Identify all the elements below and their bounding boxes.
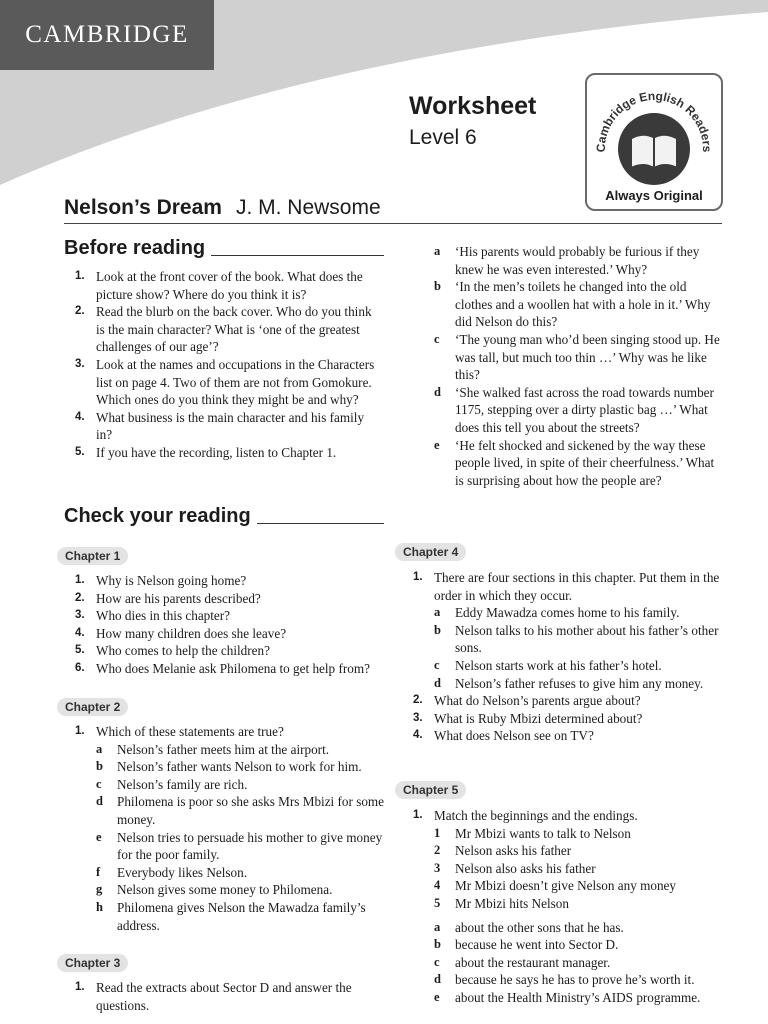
cambridge-logo: [0, 0, 214, 70]
list-item: 1. Look at the front cover of the book. What does the picture show? Where do you think it is?: [75, 269, 363, 302]
list-item: 2. How are his parents described?: [75, 590, 261, 606]
book-title: Nelson’s Dream: [64, 196, 222, 219]
cambridge-readers-badge: [585, 73, 723, 211]
heading-rule: [64, 223, 722, 224]
chapter-5-endings: [434, 919, 723, 1007]
list-item: a Eddy Mawadza comes home to his family.: [434, 605, 680, 621]
check-reading-heading: [64, 505, 384, 528]
list-item: c Nelson starts work at his father’s hotel.: [434, 657, 662, 673]
book-author: J. M. Newsome: [235, 196, 381, 219]
chapter-2-questions: [75, 723, 385, 934]
chapter-5-label: Chapter 5: [395, 781, 466, 799]
before-reading-heading: [64, 237, 384, 260]
list-item: 5. Who comes to help the children?: [75, 643, 270, 659]
list-item: 4. What does Nelson see on TV?: [413, 728, 594, 744]
list-item: a about the other sons that he has.: [434, 919, 624, 935]
list-item: g Nelson gives some money to Philomena.: [96, 882, 333, 898]
list-item: d ‘She walked fast across the road towards number 1175, stepping over a dirty plastic bag …’ What does this tell you about the streets?: [434, 384, 714, 435]
chapter-4-options: [434, 604, 723, 692]
check-reading-title: Check your reading: [64, 505, 251, 527]
list-item: b ‘In the men’s toilets he changed into the old clothes and a woollen hat with a hole in it.’ Why did Nelson do this?: [434, 279, 711, 330]
chapter-5-questions: [413, 807, 723, 1007]
list-item: 2 Nelson asks his father: [434, 843, 572, 859]
list-item: c about the restaurant manager.: [434, 954, 611, 970]
list-item: c Nelson’s family are rich.: [96, 776, 248, 792]
list-item: 1. Match the beginnings and the endings. 1 Mr Mbizi wants to talk to Nelson 2 Nelson asks his father 3 Nelson also asks his father 4 Mr Mbizi doesn’t give Nelson any money 5 Mr Mbizi hits Nelson a about the other sons that he has. b because he went into Sector D. c about the restaurant manager. d because he says he has to prove he’s worth it. e about the Health Ministry’s AIDS programme.: [413, 807, 723, 1007]
chapter-1-questions: [75, 572, 385, 678]
list-item: 4. How many children does she leave?: [75, 625, 287, 641]
list-item: c ‘The young man who’d been singing stood up. He was tall, but much too thin …’ Why was he like this?: [434, 331, 720, 383]
before-reading-list: [75, 268, 380, 462]
list-item: d because he says he has to prove he’s worth it.: [434, 972, 695, 988]
list-item: 1. Which of these statements are true? a Nelson’s father meets him at the airport. b Nelson’s father wants Nelson to work for him. c Nelson’s family are rich. d Philomena is poor so she asks Mrs Mbizi for some money. e Nelson tries to persuade his mother to give money for the poor family. f Everybody likes Nelson. g Nelson gives some money to Philomena. h Philomena gives Nelson the Mawadza family’s address.: [75, 724, 385, 933]
worksheet-level: Level 6: [409, 126, 477, 149]
chapter-3-label: Chapter 3: [57, 954, 128, 972]
list-item: 3. Who dies in this chapter?: [75, 608, 231, 624]
list-item: a Nelson’s father meets him at the airport.: [96, 741, 330, 757]
list-item: 1 Mr Mbizi wants to talk to Nelson: [434, 825, 631, 841]
list-item: 3 Nelson also asks his father: [434, 860, 596, 876]
list-item: b Nelson talks to his mother about his father’s other sons.: [434, 622, 719, 656]
list-item: f Everybody likes Nelson.: [96, 864, 248, 880]
before-reading-title: Before reading: [64, 237, 206, 259]
list-item: 1. Read the extracts about Sector D and answer the questions.: [75, 980, 352, 1013]
list-item: 2. What do Nelson’s parents argue about?: [413, 693, 641, 709]
list-item: 5 Mr Mbizi hits Nelson: [434, 895, 569, 911]
badge-arc-text: Cambridge English Readers: [593, 88, 715, 153]
list-item: a ‘His parents would probably be furious if they knew he was even interested.’ Why?: [434, 244, 700, 277]
list-item: 1. Why is Nelson going home?: [75, 573, 247, 588]
book-heading: [64, 196, 381, 220]
list-item: 2. Read the blurb on the back cover. Who do you think is the main character? What is ‘one of the greatest challenges of our age’?: [75, 304, 372, 355]
list-item: 5. If you have the recording, listen to Chapter 1.: [75, 444, 337, 460]
list-item: b because he went into Sector D.: [434, 937, 619, 953]
list-item: 4. What business is the main character and his family in?: [75, 409, 365, 443]
chapter-2-label: Chapter 2: [57, 698, 128, 716]
list-item: 1. There are four sections in this chapter. Put them in the order in which they occur. a Eddy Mawadza comes home to his family. b Nelson talks to his mother about his father’s other sons. c Nelson starts work at his father’s hotel. d Nelson’s father refuses to give him any money.: [413, 569, 723, 692]
chapter-3-extracts: [434, 243, 724, 489]
badge-tagline: Always Original: [605, 188, 703, 203]
list-item: 3. What is Ruby Mbizi determined about?: [413, 710, 643, 726]
list-item: 6. Who does Melanie ask Philomena to get help from?: [75, 660, 370, 676]
list-item: d Nelson’s father refuses to give him any money.: [434, 675, 704, 691]
list-item: b Nelson’s father wants Nelson to work for him.: [96, 759, 362, 775]
chapter-2-options: [96, 741, 385, 935]
list-item: e Nelson tries to persuade his mother to give money for the poor family.: [96, 829, 383, 863]
chapter-4-label: Chapter 4: [395, 543, 466, 561]
chapter-5-beginnings: [434, 825, 723, 913]
chapter-4-questions: [413, 569, 723, 745]
list-item: e about the Health Ministry’s AIDS programme.: [434, 989, 701, 1005]
list-item: e ‘He felt shocked and sickened by the way these people lived, in spite of their cheerfulness.’ What is surprising about how the people are?: [434, 437, 715, 488]
list-item: 3. Look at the names and occupations in the Characters list on page 4. Two of them are not from Gomokure. Which ones do you think they might be and why?: [75, 356, 375, 408]
list-item: d Philomena is poor so she asks Mrs Mbizi for some money.: [96, 794, 385, 827]
list-item: 4 Mr Mbizi doesn’t give Nelson any money: [434, 878, 676, 894]
chapter-1-label: Chapter 1: [57, 547, 128, 565]
brand-name: CAMBRIDGE: [25, 21, 189, 48]
list-item: h Philomena gives Nelson the Mawadza family’s address.: [96, 899, 366, 933]
worksheet-title: Worksheet: [409, 92, 537, 120]
chapter-3-question: [75, 979, 385, 1014]
